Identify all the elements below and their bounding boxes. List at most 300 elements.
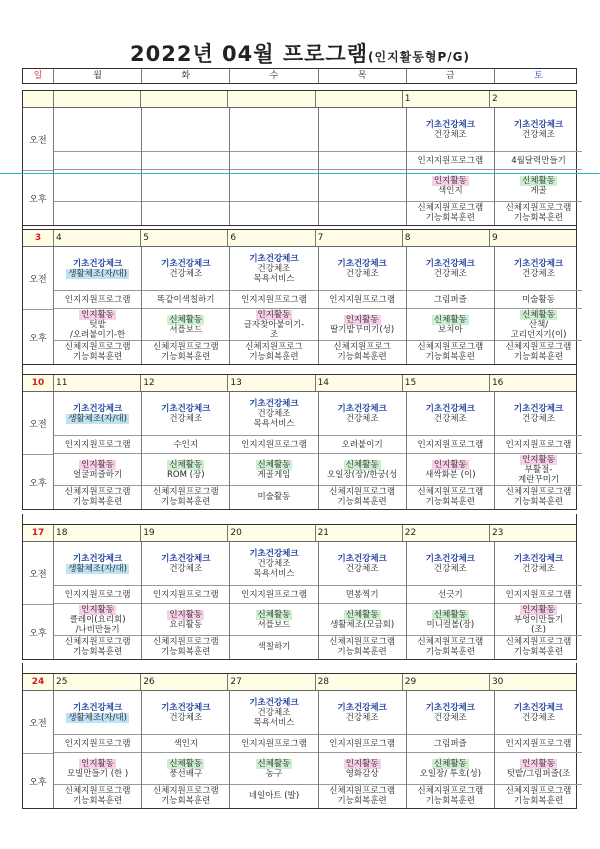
- afternoon-cell: [495, 604, 582, 636]
- program-name: 인지지원프로그램: [505, 738, 572, 749]
- afternoon-activity: /오려붙이기-한: [69, 329, 126, 340]
- day-column: [318, 542, 406, 659]
- afternoon-activity: 부활절-: [524, 464, 553, 475]
- program-cell: [54, 735, 141, 753]
- am-label: 오전: [23, 108, 53, 171]
- afternoon-activity: ROM (장): [167, 469, 205, 480]
- weekday-wed: 수: [229, 69, 317, 83]
- afternoon-activity: 미니컬볼(장): [426, 619, 475, 630]
- afternoon-activity: 영화감상: [345, 768, 379, 779]
- morning-cell: [407, 392, 494, 436]
- program-cell: [142, 291, 229, 309]
- afternoon-activity: 글자찾아붙이기-: [243, 319, 305, 330]
- date-cell: [53, 91, 140, 107]
- activity-category: 인지활동: [81, 758, 115, 769]
- pm-label: 오후: [29, 628, 47, 639]
- activity-category: 신체활동: [433, 609, 467, 620]
- program-cell: [142, 586, 229, 604]
- slot-labels: [23, 691, 53, 808]
- day-column: [406, 108, 494, 225]
- support-program: 신체지원프로그램 기능회복훈련: [417, 637, 484, 657]
- morning-cell: [230, 542, 317, 586]
- activity-category: 신체활동: [522, 309, 555, 320]
- afternoon-cell: [230, 604, 317, 636]
- morning-cell: [142, 691, 229, 735]
- support-program: 신체지원프로그램 기능회복훈련: [505, 487, 572, 507]
- day-column: [318, 247, 406, 364]
- evening-cell: [319, 341, 406, 363]
- sunday-date: 24: [31, 677, 45, 687]
- morning-cell: [230, 691, 317, 735]
- program-cell: [142, 735, 229, 753]
- program-name: 인지지원프로그램: [64, 738, 131, 749]
- date-cell: 26: [140, 674, 227, 690]
- support-program: 신체지원프로그램 기능회복훈련: [152, 342, 219, 362]
- activity-category: 인지활동: [257, 309, 291, 320]
- morning-activity: 기초건강체크: [513, 119, 564, 130]
- date-cell: 12: [140, 375, 227, 391]
- activity-category: 신체활동: [257, 758, 291, 769]
- program-name: 인지지원프로그램: [505, 439, 572, 450]
- program-cell: [142, 436, 229, 454]
- week-2: [22, 229, 577, 365]
- date-cell: 11: [53, 375, 140, 391]
- morning-activity: 건강체조: [345, 268, 379, 279]
- afternoon-activity: 산책/: [528, 319, 549, 330]
- am-label: 오전: [23, 247, 53, 310]
- afternoon-cell: [319, 170, 406, 202]
- support-program: 신체지원프로그램 기능회복훈련: [329, 786, 395, 806]
- support-program: 네일아트 (발): [248, 791, 300, 801]
- afternoon-cell: [319, 604, 406, 636]
- morning-cell: [54, 392, 141, 436]
- day-column: [494, 691, 582, 808]
- afternoon-cell: [495, 170, 582, 202]
- program-cell: [319, 735, 406, 753]
- activity-category: 신체활동: [169, 758, 203, 769]
- afternoon-activity: 게골: [530, 185, 547, 196]
- support-program: 신체지원프로그램 기능회복훈련: [505, 786, 572, 806]
- pm-label: 오후: [29, 194, 47, 205]
- afternoon-cell: [54, 309, 141, 341]
- day-column: [141, 108, 229, 225]
- date-cell: 21: [315, 525, 402, 541]
- program-name: 인지지원프로그램: [241, 738, 307, 749]
- morning-activity: 건강체조: [169, 268, 203, 279]
- program-name: 인지지원프로그램: [64, 294, 131, 305]
- weekday-sat: 토: [494, 69, 582, 83]
- afternoon-cell: [407, 604, 494, 636]
- afternoon-cell: [319, 309, 406, 341]
- program-name: 인지지원프로그램: [64, 439, 131, 450]
- weekday-mon: 월: [53, 69, 141, 83]
- morning-cell: [407, 108, 494, 152]
- program-name: 선긋기: [438, 589, 463, 600]
- date-cell: 19: [140, 525, 227, 541]
- morning-activity: 기초건강체크: [337, 403, 387, 414]
- day-column: [318, 392, 406, 509]
- morning-activity: 건강체조: [345, 413, 379, 424]
- date-cell: 5: [140, 230, 227, 246]
- morning-cell: [495, 108, 582, 152]
- program-cell: [54, 436, 141, 454]
- afternoon-cell: [54, 753, 141, 785]
- afternoon-activity: 조: [269, 329, 279, 340]
- morning-activity: 기초건강체크: [161, 258, 211, 269]
- morning-cell: [407, 542, 494, 586]
- morning-activity: 건강체조: [522, 563, 555, 574]
- day-column: [229, 108, 317, 225]
- morning-activity: 기초건강체크: [337, 702, 387, 713]
- program-cell: [319, 436, 406, 454]
- sunday-date: [23, 91, 53, 107]
- morning-activity: 건강체조: [433, 268, 467, 279]
- program-cell: [495, 436, 582, 454]
- afternoon-activity: 얼굴퍼즐하기: [72, 469, 123, 480]
- program-name: 인지지원프로그램: [329, 294, 395, 305]
- morning-cell: [54, 691, 141, 735]
- support-program: 신체지원프로그램 기능회복훈련: [152, 786, 219, 806]
- morning-activity: 기초건강체크: [249, 398, 299, 409]
- afternoon-activity: 계란꾸미기: [518, 474, 560, 485]
- afternoon-cell: [495, 753, 582, 785]
- slot-labels: [23, 542, 53, 659]
- morning-activity: 건강체조: [169, 413, 203, 424]
- program-name: 인지지원프로그램: [505, 589, 572, 600]
- activity-category: 신체활동: [257, 609, 291, 620]
- activity-category: 신체활동: [522, 175, 555, 186]
- day-column: [141, 247, 229, 364]
- evening-cell: [495, 636, 582, 658]
- morning-cell: [495, 247, 582, 291]
- evening-cell: [230, 486, 317, 508]
- activity-category: 신체활동: [345, 459, 379, 470]
- program-cell: [407, 436, 494, 454]
- program-name: 오려붙이기: [341, 439, 383, 450]
- support-program: 신체지원프로그램 기능회복훈련: [505, 203, 572, 223]
- support-program: 신체지원프로그램 기능회복훈련: [417, 786, 484, 806]
- activity-category: 인지활동: [81, 309, 115, 320]
- program-cell: [319, 152, 406, 170]
- day-column: [229, 691, 317, 808]
- day-column: [229, 392, 317, 509]
- support-program: 미술활동: [257, 492, 291, 502]
- date-row: [23, 91, 576, 108]
- afternoon-cell: [54, 604, 141, 636]
- morning-activity: 기초건강체크: [425, 702, 475, 713]
- date-cell: 4: [53, 230, 140, 246]
- evening-cell: [142, 486, 229, 508]
- morning-cell: [319, 247, 406, 291]
- support-program: 신체지원프로그램 기능회복훈련: [417, 487, 484, 507]
- pm-label: 오후: [29, 333, 47, 344]
- activity-category: 신체활동: [169, 314, 203, 325]
- afternoon-cell: [230, 309, 317, 341]
- day-column: [141, 392, 229, 509]
- afternoon-cell: [407, 170, 494, 202]
- afternoon-activity: 셔플보드: [169, 324, 203, 335]
- am-label: 오전: [23, 691, 53, 754]
- afternoon-activity: 셔플보드: [257, 619, 291, 630]
- afternoon-cell: [407, 753, 494, 785]
- afternoon-activity: 새싹화분 (이): [425, 469, 476, 480]
- program-cell: [495, 291, 582, 309]
- evening-cell: [54, 486, 141, 508]
- morning-cell: [230, 108, 317, 152]
- morning-cell: [142, 108, 229, 152]
- morning-activity: 건강체조: [522, 268, 555, 279]
- program-cell: [407, 152, 494, 170]
- morning-cell: [495, 691, 582, 735]
- program-name: 그림퍼즐: [433, 738, 467, 749]
- morning-activity: 생활체조(자/대): [68, 712, 127, 723]
- afternoon-activity: 오일장(장)/한궁(성: [327, 469, 398, 480]
- program-cell: [54, 291, 141, 309]
- afternoon-cell: [319, 454, 406, 486]
- evening-cell: [319, 785, 406, 807]
- date-cell: 9: [489, 230, 576, 246]
- morning-activity: 건강체조: [169, 712, 203, 723]
- morning-activity: 기초건강체크: [425, 119, 475, 130]
- morning-activity: 건강체조: [522, 129, 555, 140]
- activity-category: 인지활동: [81, 459, 115, 470]
- program-name: 면봉찍기: [345, 589, 379, 600]
- morning-activity: 목욕서비스: [253, 418, 295, 429]
- evening-cell: [142, 341, 229, 363]
- date-cell: 22: [402, 525, 489, 541]
- program-cell: [495, 152, 582, 170]
- program-cell: [230, 436, 317, 454]
- support-program: 신체지원프로그램 기능회복훈련: [329, 637, 395, 657]
- program-name: 똑같이색칠하기: [157, 294, 215, 305]
- slot-labels: [23, 392, 53, 509]
- afternoon-activity: 게골게임: [257, 469, 291, 480]
- evening-cell: [319, 636, 406, 658]
- program-cell: [230, 735, 317, 753]
- afternoon-activity: 요리활동: [169, 619, 203, 630]
- morning-activity: 기초건강체크: [425, 553, 475, 564]
- slot-labels: [23, 247, 53, 364]
- morning-cell: [54, 108, 141, 152]
- program-cell: [54, 152, 141, 170]
- program-name: 미술활동: [522, 294, 555, 305]
- morning-cell: [319, 542, 406, 586]
- support-program: 신체지원프로그 기능회복훈련: [333, 342, 391, 362]
- support-program: 신체지원프로그 기능회복훈련: [245, 342, 303, 362]
- day-column: [318, 108, 406, 225]
- date-row: [23, 525, 576, 542]
- date-cell: 28: [315, 674, 402, 690]
- program-name: 인지지원프로그램: [417, 155, 484, 166]
- evening-cell: [319, 486, 406, 508]
- morning-activity: 기초건강체크: [72, 553, 123, 564]
- morning-activity: 기초건강체크: [425, 403, 475, 414]
- afternoon-activity: 고리던지기(이): [510, 329, 567, 340]
- afternoon-cell: [142, 604, 229, 636]
- day-column: [229, 542, 317, 659]
- date-row: [23, 674, 576, 691]
- weekday-fri: 금: [406, 69, 494, 83]
- afternoon-cell: [142, 170, 229, 202]
- morning-activity: 기초건강체크: [337, 258, 387, 269]
- day-column: [53, 247, 141, 364]
- morning-activity: 건강체조: [433, 563, 467, 574]
- date-row: [23, 375, 576, 392]
- activity-category: 인지활동: [433, 459, 467, 470]
- afternoon-cell: [407, 309, 494, 341]
- day-column: [494, 542, 582, 659]
- pm-label: 오후: [29, 478, 47, 489]
- date-cell: 2: [489, 91, 576, 107]
- afternoon-activity: 클레이(요리회): [69, 614, 126, 625]
- program-name: 그림퍼즐: [433, 294, 467, 305]
- program-name: 인지지원프로그램: [64, 589, 131, 600]
- week-5: [22, 673, 577, 809]
- afternoon-activity: 색인지: [438, 185, 463, 196]
- afternoon-cell: [230, 454, 317, 486]
- program-cell: [319, 291, 406, 309]
- date-cell: 1: [402, 91, 489, 107]
- evening-cell: [230, 785, 317, 807]
- week-4: [22, 524, 577, 660]
- afternoon-cell: [230, 753, 317, 785]
- date-cell: 13: [227, 375, 314, 391]
- morning-activity: 기초건강체크: [337, 553, 387, 564]
- evening-cell: [407, 785, 494, 807]
- pm-label: 오후: [29, 777, 47, 788]
- week-1: [22, 90, 577, 226]
- week-3: [22, 374, 577, 510]
- program-cell: [230, 291, 317, 309]
- day-column: [406, 247, 494, 364]
- day-column: [494, 108, 582, 225]
- date-cell: 15: [402, 375, 489, 391]
- am-label: 오전: [23, 542, 53, 605]
- activity-category: 신체활동: [433, 314, 467, 325]
- program-name: 4월달력만들기: [511, 155, 566, 166]
- date-cell: 18: [53, 525, 140, 541]
- morning-cell: [142, 392, 229, 436]
- afternoon-activity: /나비만들기: [75, 624, 120, 635]
- program-name: 인지지원프로그램: [241, 439, 307, 450]
- afternoon-activity: 부엉이만들기: [513, 614, 564, 625]
- activity-category: 인지활동: [433, 175, 467, 186]
- evening-cell: [407, 636, 494, 658]
- evening-cell: [495, 486, 582, 508]
- program-name: 수인지: [173, 439, 199, 450]
- program-cell: [495, 586, 582, 604]
- afternoon-cell: [319, 753, 406, 785]
- day-column: [141, 691, 229, 808]
- day-column: [53, 691, 141, 808]
- activity-category: 인지활동: [81, 604, 115, 615]
- morning-activity: 건강체조: [433, 712, 467, 723]
- afternoon-cell: [142, 454, 229, 486]
- afternoon-activity: 모빌만들기 (한 ): [66, 768, 129, 779]
- morning-activity: 건강체조: [257, 263, 291, 274]
- afternoon-cell: [54, 454, 141, 486]
- date-cell: 25: [53, 674, 140, 690]
- morning-activity: 기초건강체크: [72, 403, 123, 414]
- morning-activity: 기초건강체크: [249, 548, 299, 559]
- afternoon-cell: [142, 309, 229, 341]
- afternoon-activity: 텃밭: [89, 319, 106, 330]
- support-program: 신체지원프로그램 기능회복훈련: [417, 342, 484, 362]
- day-column: [141, 542, 229, 659]
- afternoon-cell: [142, 753, 229, 785]
- morning-activity: 생활체조(자/대): [68, 563, 127, 574]
- afternoon-activity: 딸기밭꾸미기(성): [330, 324, 395, 335]
- morning-activity: 건강체조: [522, 712, 555, 723]
- date-cell: 27: [227, 674, 314, 690]
- program-cell: [54, 586, 141, 604]
- activity-category: 신체활동: [345, 609, 379, 620]
- morning-cell: [230, 392, 317, 436]
- date-cell: 8: [402, 230, 489, 246]
- morning-activity: 기초건강체크: [72, 258, 123, 269]
- activity-category: 인지활동: [522, 758, 555, 769]
- evening-cell: [407, 486, 494, 508]
- afternoon-activity: 보치아: [438, 324, 463, 335]
- program-name: 인지지원프로그램: [417, 439, 484, 450]
- day-column: [406, 691, 494, 808]
- morning-cell: [495, 392, 582, 436]
- support-program: 신체지원프로그램 기능회복훈련: [329, 487, 395, 507]
- support-program: 신체지원프로그램 기능회복훈련: [64, 637, 131, 657]
- support-program: 색칠하기: [257, 642, 291, 652]
- morning-cell: [142, 542, 229, 586]
- activity-category: 신체활동: [257, 459, 291, 470]
- program-name: 인지지원프로그램: [152, 589, 219, 600]
- morning-activity: 기초건강체크: [425, 258, 475, 269]
- morning-activity: 목욕서비스: [253, 568, 295, 579]
- afternoon-activity: 농구: [265, 768, 283, 779]
- date-cell: [140, 91, 227, 107]
- evening-cell: [230, 636, 317, 658]
- date-cell: 23: [489, 525, 576, 541]
- morning-cell: [407, 691, 494, 735]
- weekday-tue: 화: [141, 69, 229, 83]
- morning-activity: 기초건강체크: [513, 258, 564, 269]
- morning-activity: 생활체조(자/대): [68, 268, 127, 279]
- am-label: 오전: [23, 392, 53, 455]
- date-cell: [227, 91, 314, 107]
- evening-cell: [54, 341, 141, 363]
- morning-activity: 기초건강체크: [249, 697, 299, 708]
- program-cell: [407, 735, 494, 753]
- morning-activity: 건강체조: [522, 413, 555, 424]
- morning-cell: [54, 247, 141, 291]
- date-cell: 6: [227, 230, 314, 246]
- morning-activity: 기초건강체크: [513, 553, 564, 564]
- morning-activity: 건강체조: [433, 129, 467, 140]
- morning-activity: 건강체조: [433, 413, 467, 424]
- program-name: 색인지: [173, 738, 199, 749]
- support-program: 신체지원프로그램 기능회복훈련: [152, 637, 219, 657]
- day-column: [53, 108, 141, 225]
- evening-cell: [54, 785, 141, 807]
- afternoon-activity: 생활체조(모금회): [330, 619, 395, 630]
- morning-activity: 건강체조: [345, 712, 379, 723]
- support-program: 신체지원프로그램 기능회복훈련: [64, 342, 131, 362]
- program-cell: [407, 586, 494, 604]
- support-program: 신체지원프로그램 기능회복훈련: [64, 786, 131, 806]
- activity-category: 인지활동: [522, 454, 555, 465]
- activity-category: 인지활동: [522, 604, 555, 615]
- afternoon-cell: [230, 170, 317, 202]
- day-column: [318, 691, 406, 808]
- morning-activity: 생활체조(자/대): [68, 413, 127, 424]
